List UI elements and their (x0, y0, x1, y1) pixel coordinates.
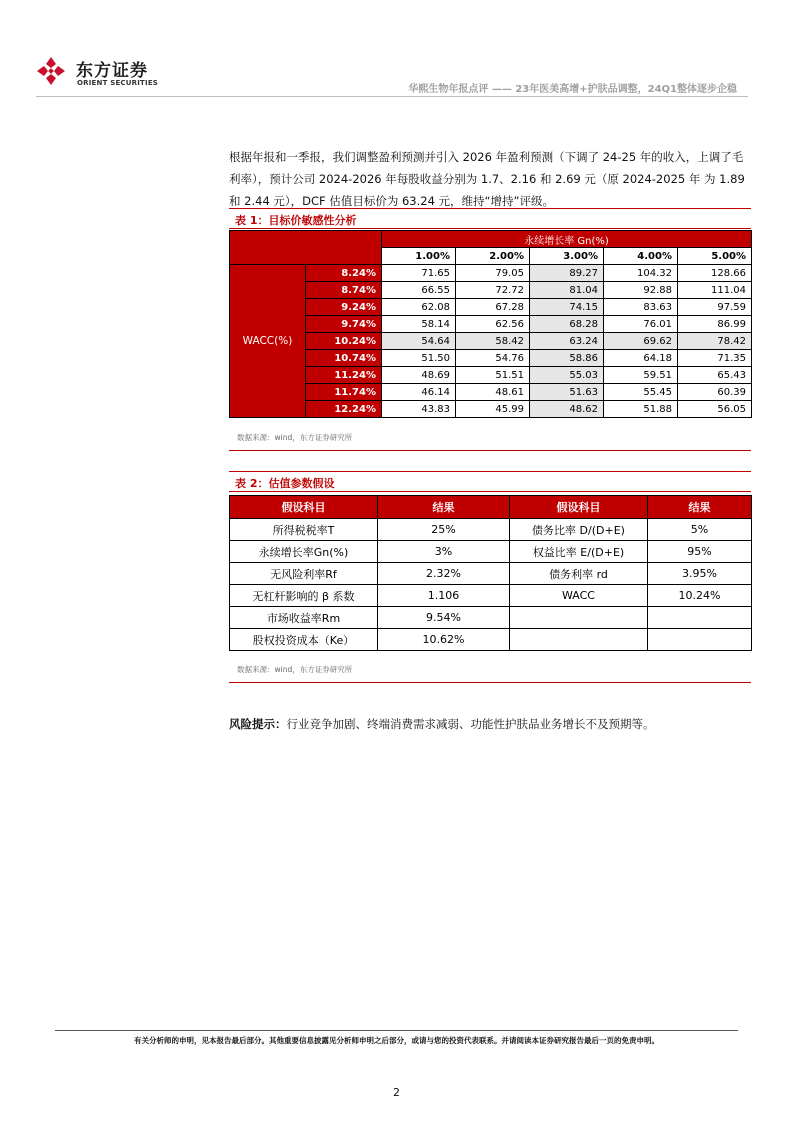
table-row (230, 350, 752, 367)
table-cell (648, 629, 752, 651)
table-cell: 债务比率 D/(D+E) (510, 519, 648, 541)
table-cell: 5% (648, 519, 752, 541)
table-cell: 83.63 (604, 299, 678, 316)
table-cell: 48.62 (530, 401, 604, 418)
table-row (230, 629, 752, 651)
table-row (230, 384, 752, 401)
table-cell (510, 629, 648, 651)
table-row (230, 299, 752, 316)
table-cell: 永续增长率Gn(%) (230, 541, 378, 563)
table2-caption (229, 471, 751, 492)
table-cell: 55.03 (530, 367, 604, 384)
table2-caption-text: 表 2：估值参数假设 (235, 477, 335, 490)
table-cell: 95% (648, 541, 752, 563)
table-cell: 所得税税率T (230, 519, 378, 541)
table-cell: 无杠杆影响的 β 系数 (230, 585, 378, 607)
table-cell: 66.55 (382, 282, 456, 299)
table2-source: 数据来源：wind，东方证券研究所 (237, 665, 353, 674)
table-cell: WACC (510, 585, 648, 607)
risk-note (229, 716, 655, 732)
table-cell: 56.05 (678, 401, 752, 418)
table-cell: 62.56 (456, 316, 530, 333)
table1-source: 数据来源：wind，东方证券研究所 (237, 433, 353, 442)
table-row (230, 367, 752, 384)
table-cell: 71.65 (382, 265, 456, 282)
table-cell: 58.14 (382, 316, 456, 333)
valuation-assumptions-table (229, 495, 752, 651)
table-row (230, 563, 752, 585)
gn-header-cell: 1.00% (382, 248, 456, 265)
gn-header-cell: 5.00% (678, 248, 752, 265)
table-cell: 54.64 (382, 333, 456, 350)
table-cell: 55.45 (604, 384, 678, 401)
wacc-row-header: 11.24% (306, 367, 382, 384)
wacc-row-header: 10.74% (306, 350, 382, 367)
table-cell: 51.63 (530, 384, 604, 401)
table1-caption (229, 208, 751, 229)
table-cell: 71.35 (678, 350, 752, 367)
table-cell: 3% (378, 541, 510, 563)
table-cell: 64.18 (604, 350, 678, 367)
table2-bottom-rule (229, 682, 751, 683)
footer-divider (55, 1030, 738, 1031)
risk-text: 行业竞争加剧、终端消费需求减弱、功能性护肤品业务增长不及预期等。 (286, 717, 655, 731)
table-row (230, 282, 752, 299)
risk-label: 风险提示： (229, 717, 287, 731)
wacc-row-header: 10.24% (306, 333, 382, 350)
table-cell: 市场收益率Rm (230, 607, 378, 629)
table-row (230, 585, 752, 607)
report-title: 华熙生物年报点评 —— 23年医美高增+护肤品调整，24Q1整体逐步企稳 (408, 84, 737, 95)
table1-caption-text: 表 1：目标价敏感性分析 (235, 214, 357, 227)
table-row (230, 519, 752, 541)
table-cell: 62.08 (382, 299, 456, 316)
table-row (230, 401, 752, 418)
gn-header-cell: 4.00% (604, 248, 678, 265)
wacc-row-header: 8.74% (306, 282, 382, 299)
table-cell: 股权投资成本（Ke） (230, 629, 378, 651)
table-cell: 65.43 (678, 367, 752, 384)
table-cell: 67.28 (456, 299, 530, 316)
table-cell (648, 607, 752, 629)
table-cell: 25% (378, 519, 510, 541)
gn-header-cell: 2.00% (456, 248, 530, 265)
table-cell: 债务利率 rd (510, 563, 648, 585)
table-cell: 51.50 (382, 350, 456, 367)
table-cell: 72.72 (456, 282, 530, 299)
table-cell: 79.05 (456, 265, 530, 282)
table-cell: 78.42 (678, 333, 752, 350)
table-cell: 2.32% (378, 563, 510, 585)
table-cell: 128.66 (678, 265, 752, 282)
table-cell: 10.24% (648, 585, 752, 607)
table-cell: 69.62 (604, 333, 678, 350)
table-row (230, 607, 752, 629)
table-cell: 10.62% (378, 629, 510, 651)
table-cell: 9.54% (378, 607, 510, 629)
table-cell: 48.61 (456, 384, 530, 401)
table-row (230, 316, 752, 333)
table-cell: 74.15 (530, 299, 604, 316)
brand-name-cn: 东方证券 (76, 61, 148, 81)
table-cell: 权益比率 E/(D+E) (510, 541, 648, 563)
table-cell: 76.01 (604, 316, 678, 333)
table-row (230, 541, 752, 563)
sensitivity-table (229, 230, 752, 418)
table-cell: 92.88 (604, 282, 678, 299)
wacc-row-header: 8.24% (306, 265, 382, 282)
gn-group-header: 永续增长率 Gn(%) (382, 231, 752, 248)
table2-header-cell: 结果 (648, 496, 752, 519)
brand-name-en: ORIENT SECURITIES (77, 79, 159, 87)
table-cell: 97.59 (678, 299, 752, 316)
table-cell: 63.24 (530, 333, 604, 350)
table-cell: 无风险利率Rf (230, 563, 378, 585)
table2-header-cell: 假设科目 (510, 496, 648, 519)
table1-bottom-rule (229, 450, 751, 451)
table-cell: 1.106 (378, 585, 510, 607)
table-cell: 68.28 (530, 316, 604, 333)
page-number: 2 (393, 1086, 400, 1099)
table-cell: 104.32 (604, 265, 678, 282)
table-row (230, 265, 752, 282)
gn-header-cell: 3.00% (530, 248, 604, 265)
table-cell: 46.14 (382, 384, 456, 401)
wacc-row-header: 9.24% (306, 299, 382, 316)
table-cell: 51.88 (604, 401, 678, 418)
table-row (230, 333, 752, 350)
wacc-row-header: 11.74% (306, 384, 382, 401)
table-cell: 54.76 (456, 350, 530, 367)
wacc-row-header: 9.74% (306, 316, 382, 333)
table-cell: 60.39 (678, 384, 752, 401)
table-cell: 48.69 (382, 367, 456, 384)
table-cell: 58.42 (456, 333, 530, 350)
wacc-row-header: 12.24% (306, 401, 382, 418)
table-cell (510, 607, 648, 629)
footer-disclaimer: 有关分析师的申明，见本报告最后部分。其他重要信息披露见分析师申明之后部分，或请与您的投资代表联系。并请阅读本证券研究报告最后一页的免责申明。 (134, 1036, 659, 1045)
table-cell: 81.04 (530, 282, 604, 299)
company-logo-icon (36, 56, 66, 86)
table2-header-cell: 假设科目 (230, 496, 378, 519)
header-divider (36, 96, 748, 97)
table-cell: 58.86 (530, 350, 604, 367)
table-cell: 111.04 (678, 282, 752, 299)
table-cell: 86.99 (678, 316, 752, 333)
table-cell: 3.95% (648, 563, 752, 585)
table-cell: 59.51 (604, 367, 678, 384)
table1-corner-cell (230, 231, 382, 265)
table-cell: 45.99 (456, 401, 530, 418)
wacc-group-label: WACC(%) (230, 265, 306, 418)
table-cell: 51.51 (456, 367, 530, 384)
forecast-paragraph: 根据年报和一季报，我们调整盈利预测并引入 2026 年盈利预测（下调了 24-25 年的收入，上调了毛利率），预计公司 2024-2026 年每股收益分别为 1.7、2.16 和 2.69 元（原 2024-2025 年 为 1.89 和 2.44 元），DCF 估值目标价为 63.24 元，维持“增持”评级。 (229, 150, 745, 208)
table2-header-cell: 结果 (378, 496, 510, 519)
table-cell: 89.27 (530, 265, 604, 282)
table-cell: 43.83 (382, 401, 456, 418)
